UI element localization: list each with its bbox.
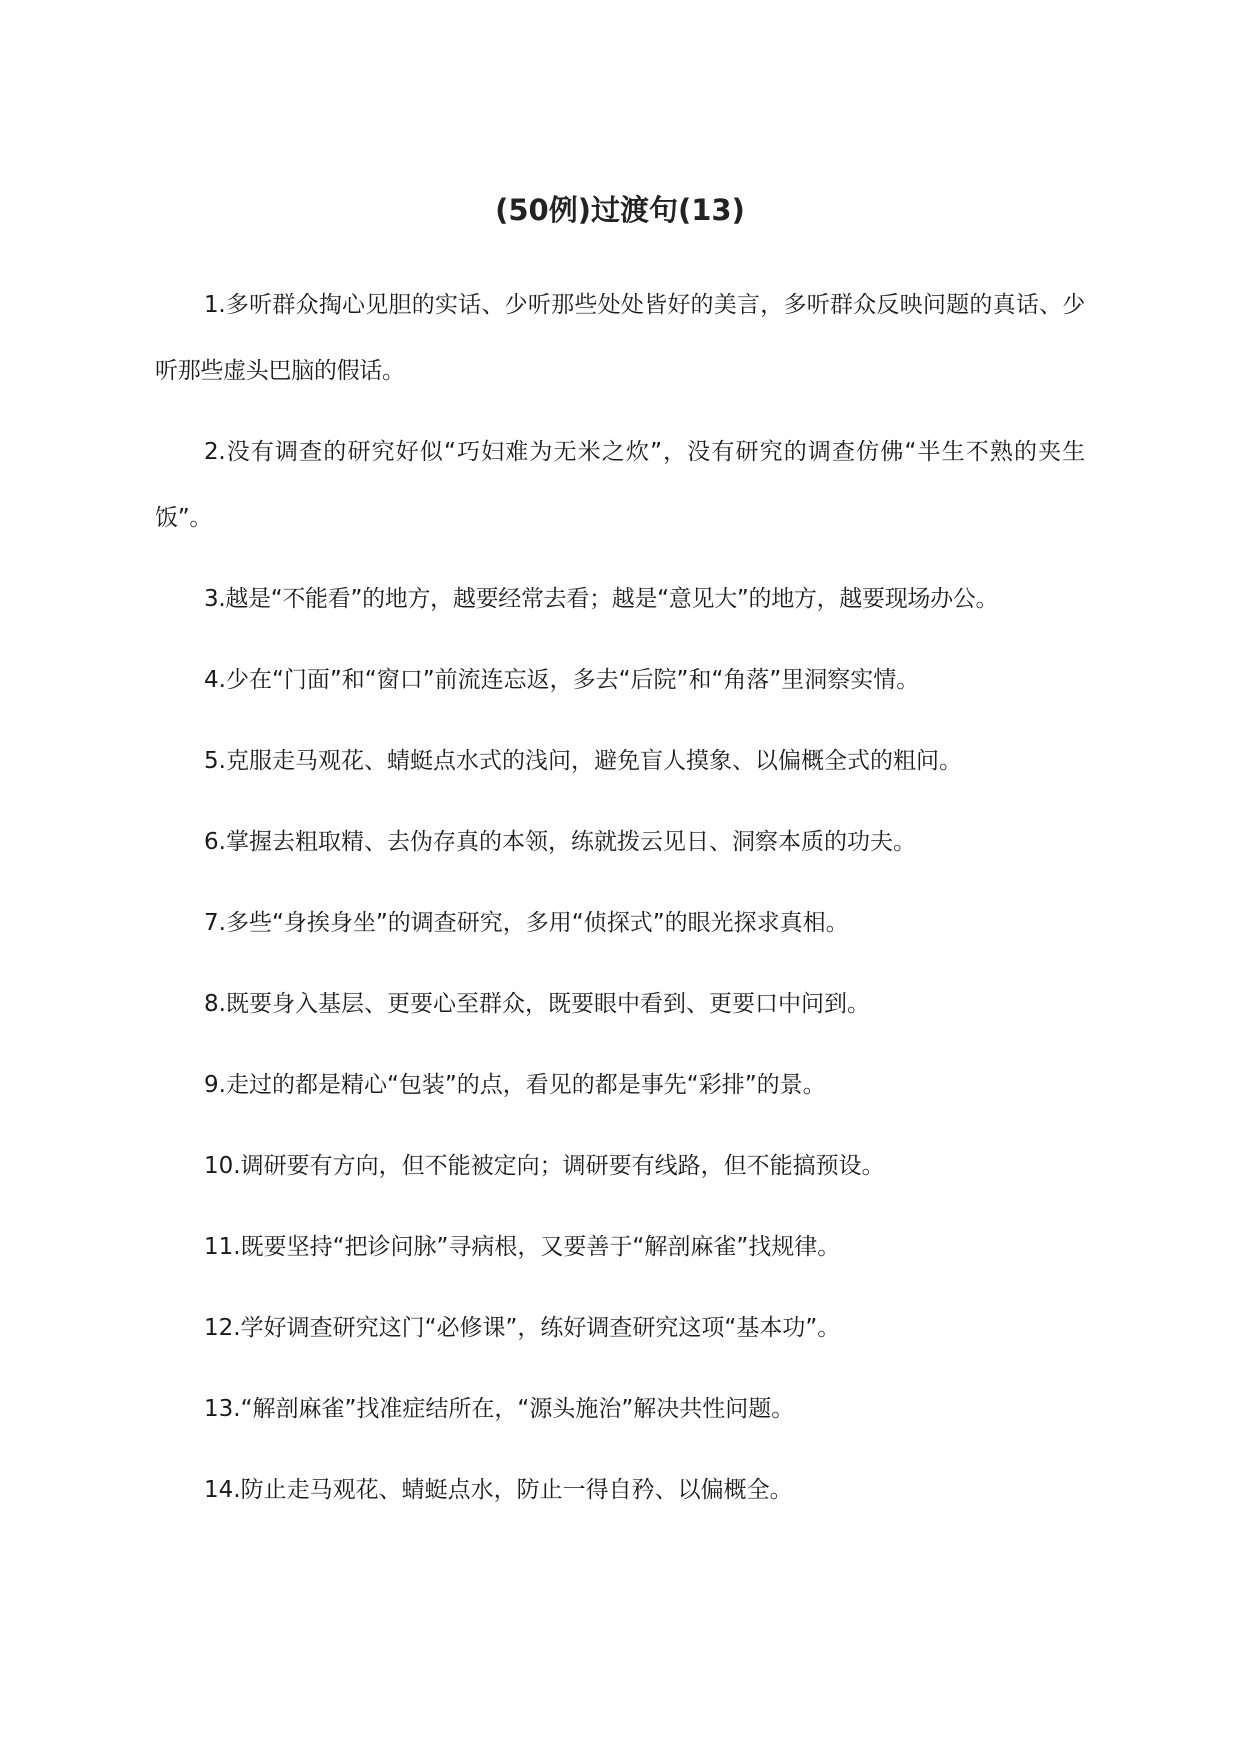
paragraph-4: 4.少在“门面”和“窗口”前流连忘返，多去“后院”和“角落”里洞察实情。 [204, 667, 920, 693]
paragraph-3: 3.越是“不能看”的地方，越要经常去看；越是“意见大”的地方，越要现场办公。 [204, 586, 999, 612]
paragraph-11: 11.既要坚持“把诊问脉”寻病根，又要善于“解剖麻雀”找规律。 [204, 1234, 841, 1260]
paragraph-5: 5.克服走马观花、蜻蜓点水式的浅问，避免盲人摸象、以偏概全式的粗问。 [204, 748, 962, 774]
paragraph-10: 10.调研要有方向，但不能被定向；调研要有线路，但不能搞预设。 [204, 1153, 885, 1179]
paragraph-14: 14.防止走马观花、蜻蜓点水，防止一得自矜、以偏概全。 [204, 1477, 793, 1503]
paragraph-9: 9.走过的都是精心“包装”的点，看见的都是事先“彩排”的景。 [204, 1072, 826, 1098]
paragraph-2: 2.没有调查的研究好似“巧妇难为无米之炊”，没有研究的调查仿佛“半生不熟的夹生饭”。 [155, 439, 1085, 531]
document-body [155, 272, 1085, 1538]
paragraph-6: 6.掌握去粗取精、去伪存真的本领，练就拨云见日、洞察本质的功夫。 [204, 829, 916, 855]
paragraph-7: 7.多些“身挨身坐”的调查研究，多用“侦探式”的眼光探求真相。 [204, 910, 849, 936]
paragraph-1: 1.多听群众掏心见胆的实话、少听那些处处皆好的美言，多听群众反映问题的真话、少听那些虚头巴脑的假话。 [155, 292, 1085, 384]
paragraph-8: 8.既要身入基层、更要心至群众，既要眼中看到、更要口中问到。 [204, 991, 870, 1017]
paragraph-13: 13.“解剖麻雀”找准症结所在，“源头施治”解决共性问题。 [204, 1396, 795, 1422]
paragraph-12: 12.学好调查研究这门“必修课”，练好调查研究这项“基本功”。 [204, 1315, 841, 1341]
document-title: (50例)过渡句(13) [495, 193, 745, 227]
